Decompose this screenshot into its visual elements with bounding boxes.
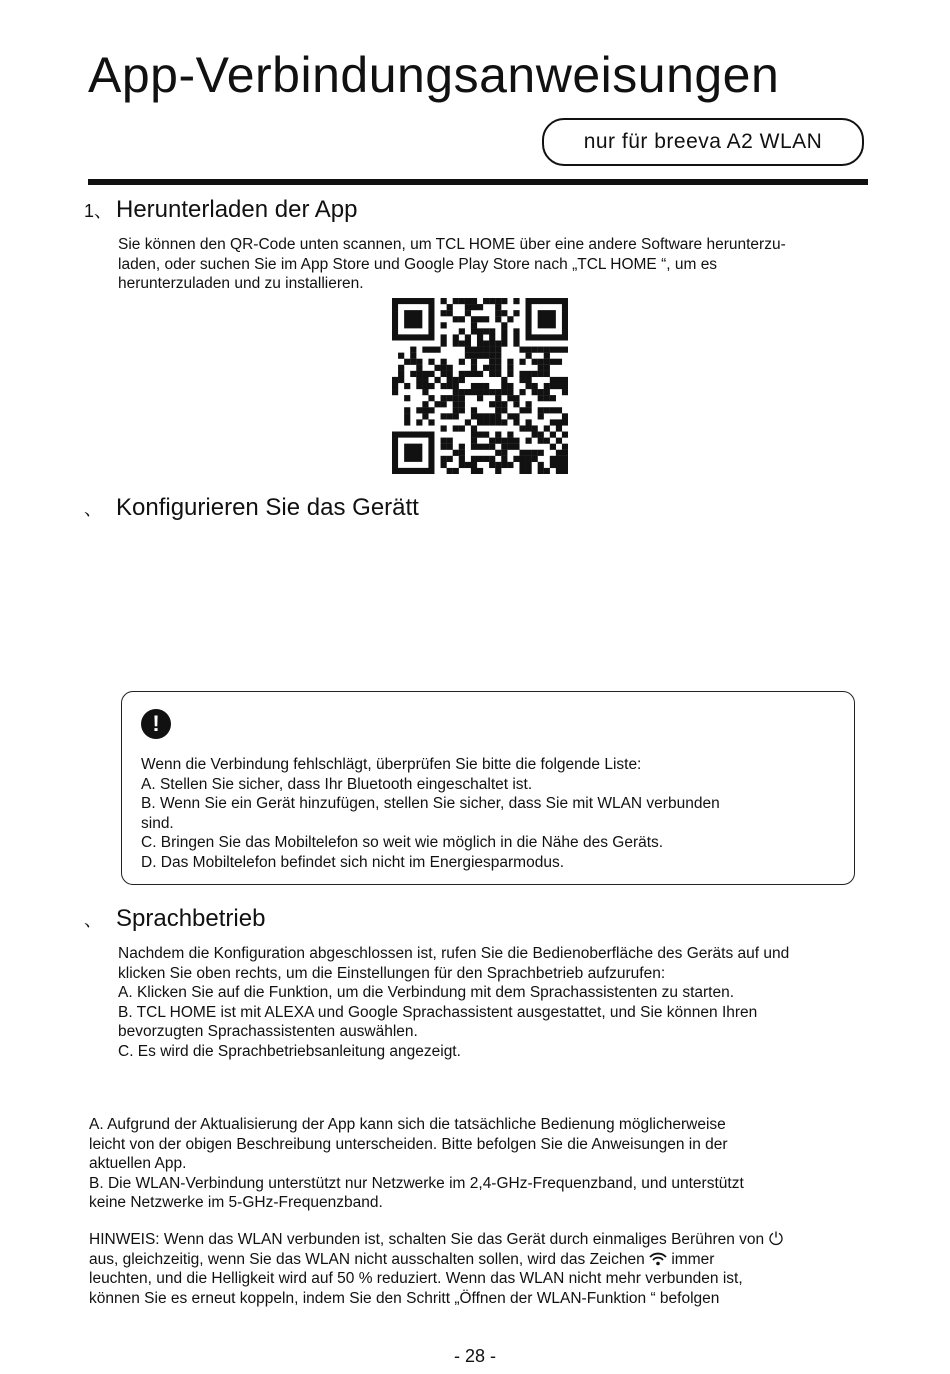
qr-code bbox=[392, 298, 568, 474]
section2-title: Konfigurieren Sie das Gerätt bbox=[116, 494, 419, 521]
text-line: klicken Sie oben rechts, um die Einstellungen für den Sprachbetrieb aufzurufen: bbox=[118, 964, 666, 982]
section1-title: Herunterladen der App bbox=[116, 196, 358, 223]
power-icon bbox=[768, 1230, 784, 1246]
section2-number: 、 bbox=[84, 499, 102, 519]
text-line: Nachdem die Konfiguration abgeschlossen ist, rufen Sie die Bedienoberfläche des Geräts auf und bbox=[118, 945, 790, 962]
section1-heading bbox=[84, 195, 358, 226]
text-line: C. Bringen Sie das Mobiltelefon so weit wie möglich in die Nähe des Geräts. bbox=[141, 834, 664, 852]
page-number: - 28 - bbox=[453, 1346, 496, 1366]
text-line: laden, oder suchen Sie im App Store und Google Play Store nach „TCL HOME “, um es bbox=[118, 255, 718, 273]
title-divider bbox=[88, 179, 868, 185]
text-line: herunterzuladen und zu installieren. bbox=[118, 275, 364, 293]
section1-number: 1、 bbox=[84, 201, 113, 221]
text-line: aktuellen App. bbox=[89, 1155, 187, 1173]
text-line: Sie können den QR-Code unten scannen, um TCL HOME über eine andere Software herunterzu- bbox=[118, 236, 786, 253]
text-line: B. Wenn Sie ein Gerät hinzufügen, stellen Sie sicher, dass Sie mit WLAN verbunden bbox=[141, 795, 720, 813]
section3-number: 、 bbox=[84, 910, 102, 930]
model-badge: nur für breeva A2 WLAN bbox=[542, 118, 864, 166]
text-line: A. Aufgrund der Aktualisierung der App kann sich die tatsächliche Bedienung möglicherweise bbox=[89, 1116, 726, 1133]
hinweis-text bbox=[89, 1230, 889, 1308]
text-line: C. Es wird die Sprachbetriebsanleitung angezeigt. bbox=[118, 1042, 461, 1060]
text-line: A. Klicken Sie auf die Funktion, um die Verbindung mit dem Sprachassistenten zu starten. bbox=[118, 984, 735, 1002]
section2-heading bbox=[84, 493, 419, 524]
notes-text bbox=[89, 1115, 889, 1213]
section3-text bbox=[118, 944, 908, 1062]
exclamation-icon: ! bbox=[141, 709, 171, 739]
text-line: B. TCL HOME ist mit ALEXA und Google Sprachassistent ausgestattet, und Sie können Ihren bbox=[118, 1003, 758, 1021]
text-line bbox=[89, 1230, 889, 1250]
text-line bbox=[89, 1250, 889, 1270]
page-title: App-Verbindungsanweisungen bbox=[88, 47, 780, 103]
text-line: leuchten, und die Helligkeit wird auf 50 % reduziert. Wenn das WLAN nicht mehr verbunden ist, bbox=[89, 1270, 743, 1288]
text-line: A. Stellen Sie sicher, dass Ihr Bluetooth eingeschaltet ist. bbox=[141, 775, 533, 793]
text-line: können Sie es erneut koppeln, indem Sie den Schritt „Öffnen der WLAN-Funktion “ befolgen bbox=[89, 1289, 720, 1307]
text-line: keine Netzwerke im 5-GHz-Frequenzband. bbox=[89, 1194, 383, 1212]
hinweis-line2b: immer bbox=[671, 1250, 715, 1268]
section3-title: Sprachbetrieb bbox=[116, 905, 266, 932]
text-line: leicht von der obigen Beschreibung unterscheiden. Bitte befolgen Sie die Anweisungen in der bbox=[89, 1135, 728, 1153]
text-line: Wenn die Verbindung fehlschlägt, überprüfen Sie bitte die folgende Liste: bbox=[141, 756, 642, 773]
section1-text bbox=[118, 235, 878, 294]
text-line: B. Die WLAN-Verbindung unterstützt nur Netzwerke im 2,4-GHz-Frequenzband, und unterstützt bbox=[89, 1174, 744, 1192]
notice-text bbox=[141, 755, 841, 873]
text-line: D. Das Mobiltelefon befindet sich nicht im Energiesparmodus. bbox=[141, 853, 565, 871]
hinweis-line2a: aus, gleichzeitig, wenn Sie das WLAN nicht ausschalten sollen, wird das Zeichen bbox=[89, 1250, 645, 1268]
text-line: bevorzugten Sprachassistenten auswählen. bbox=[118, 1023, 418, 1041]
text-line: sind. bbox=[141, 814, 174, 832]
hinweis-line1: HINWEIS: Wenn das WLAN verbunden ist, schalten Sie das Gerät durch einmaliges Berühren von bbox=[89, 1231, 765, 1248]
wifi-icon bbox=[649, 1252, 667, 1266]
section3-heading bbox=[84, 904, 265, 935]
